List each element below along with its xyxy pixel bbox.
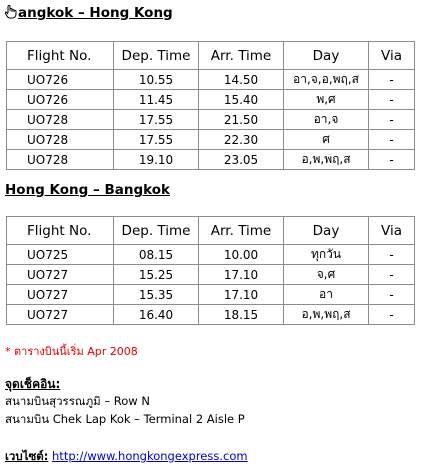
cell: อ,พ,พฤ,ส — [284, 305, 369, 325]
cell: - — [369, 245, 415, 265]
table-row — [7, 150, 415, 170]
table-row — [7, 305, 415, 325]
table-row — [7, 70, 415, 90]
table-row — [7, 130, 415, 150]
cell: 15.35 — [114, 285, 199, 305]
cell: - — [369, 130, 415, 150]
cell: 15.25 — [114, 265, 199, 285]
schedule-table-bkk-hkg — [6, 41, 415, 170]
cell: UO728 — [7, 150, 114, 170]
hand-pointer-icon — [5, 5, 17, 19]
cell: UO727 — [7, 265, 114, 285]
schedule-table-hkg-bkk — [6, 216, 415, 325]
column-header: Via — [369, 217, 415, 245]
table-row — [7, 90, 415, 110]
table-header-row — [7, 42, 415, 70]
column-header: Dep. Time — [114, 217, 199, 245]
cell: UO726 — [7, 70, 114, 90]
section-title-bkk-hkg — [5, 5, 173, 21]
checkin-heading: จุดเช็คอิน: — [5, 377, 61, 391]
cell: จ,ศ — [284, 265, 369, 285]
cell: UO727 — [7, 305, 114, 325]
cell: - — [369, 70, 415, 90]
table-row — [7, 245, 415, 265]
cell: 17.55 — [114, 130, 199, 150]
cell: - — [369, 285, 415, 305]
column-header: Arr. Time — [199, 42, 284, 70]
cell: UO728 — [7, 130, 114, 150]
cell: 19.10 — [114, 150, 199, 170]
cell: 22.30 — [199, 130, 284, 150]
cell: 23.05 — [199, 150, 284, 170]
column-header: Day — [284, 42, 369, 70]
cell: UO727 — [7, 285, 114, 305]
cell: UO725 — [7, 245, 114, 265]
cell: - — [369, 265, 415, 285]
column-header: Via — [369, 42, 415, 70]
checkin-location-bkk: สนามบินสุวรรณภูมิ – Row N — [5, 394, 150, 408]
section-title-hkg-bkk: Hong Kong – Bangkok — [5, 182, 171, 198]
cell: 18.15 — [199, 305, 284, 325]
cell: - — [369, 110, 415, 130]
cell: อา,จ,อ,พฤ,ส — [284, 70, 369, 90]
cell: ทุกวัน — [284, 245, 369, 265]
cell: 21.50 — [199, 110, 284, 130]
cell: 10.55 — [114, 70, 199, 90]
cell: 17.55 — [114, 110, 199, 130]
cell: - — [369, 150, 415, 170]
table-row — [7, 110, 415, 130]
website-line — [5, 448, 248, 466]
cell: - — [369, 90, 415, 110]
cell: อ,พ,พฤ,ส — [284, 150, 369, 170]
cell: อา — [284, 285, 369, 305]
cell: - — [369, 305, 415, 325]
checkin-location-hkg: สนามบิน Chek Lap Kok – Terminal 2 Aisle P — [5, 412, 245, 426]
table-header-row — [7, 217, 415, 245]
cell: 11.45 — [114, 90, 199, 110]
cell: ศ — [284, 130, 369, 150]
cell: 15.40 — [199, 90, 284, 110]
cell: UO726 — [7, 90, 114, 110]
column-header: Dep. Time — [114, 42, 199, 70]
cell: อา,จ — [284, 110, 369, 130]
cell: 16.40 — [114, 305, 199, 325]
website-link[interactable]: http://www.hongkongexpress.com — [52, 449, 248, 463]
column-header: Flight No. — [7, 42, 114, 70]
cell: พ,ศ — [284, 90, 369, 110]
column-header: Arr. Time — [199, 217, 284, 245]
section-title-text: angkok – Hong Kong — [18, 5, 173, 21]
table-row — [7, 285, 415, 305]
cell: 14.50 — [199, 70, 284, 90]
cell: UO728 — [7, 110, 114, 130]
cell: 08.15 — [114, 245, 199, 265]
column-header: Flight No. — [7, 217, 114, 245]
cell: 17.10 — [199, 285, 284, 305]
cell: 10.00 — [199, 245, 284, 265]
cell: 17.10 — [199, 265, 284, 285]
column-header: Day — [284, 217, 369, 245]
table-row — [7, 265, 415, 285]
schedule-note: * ตารางบินนี้เริ่ม Apr 2008 — [5, 345, 138, 358]
website-label: เวบไซต์: — [5, 449, 49, 463]
